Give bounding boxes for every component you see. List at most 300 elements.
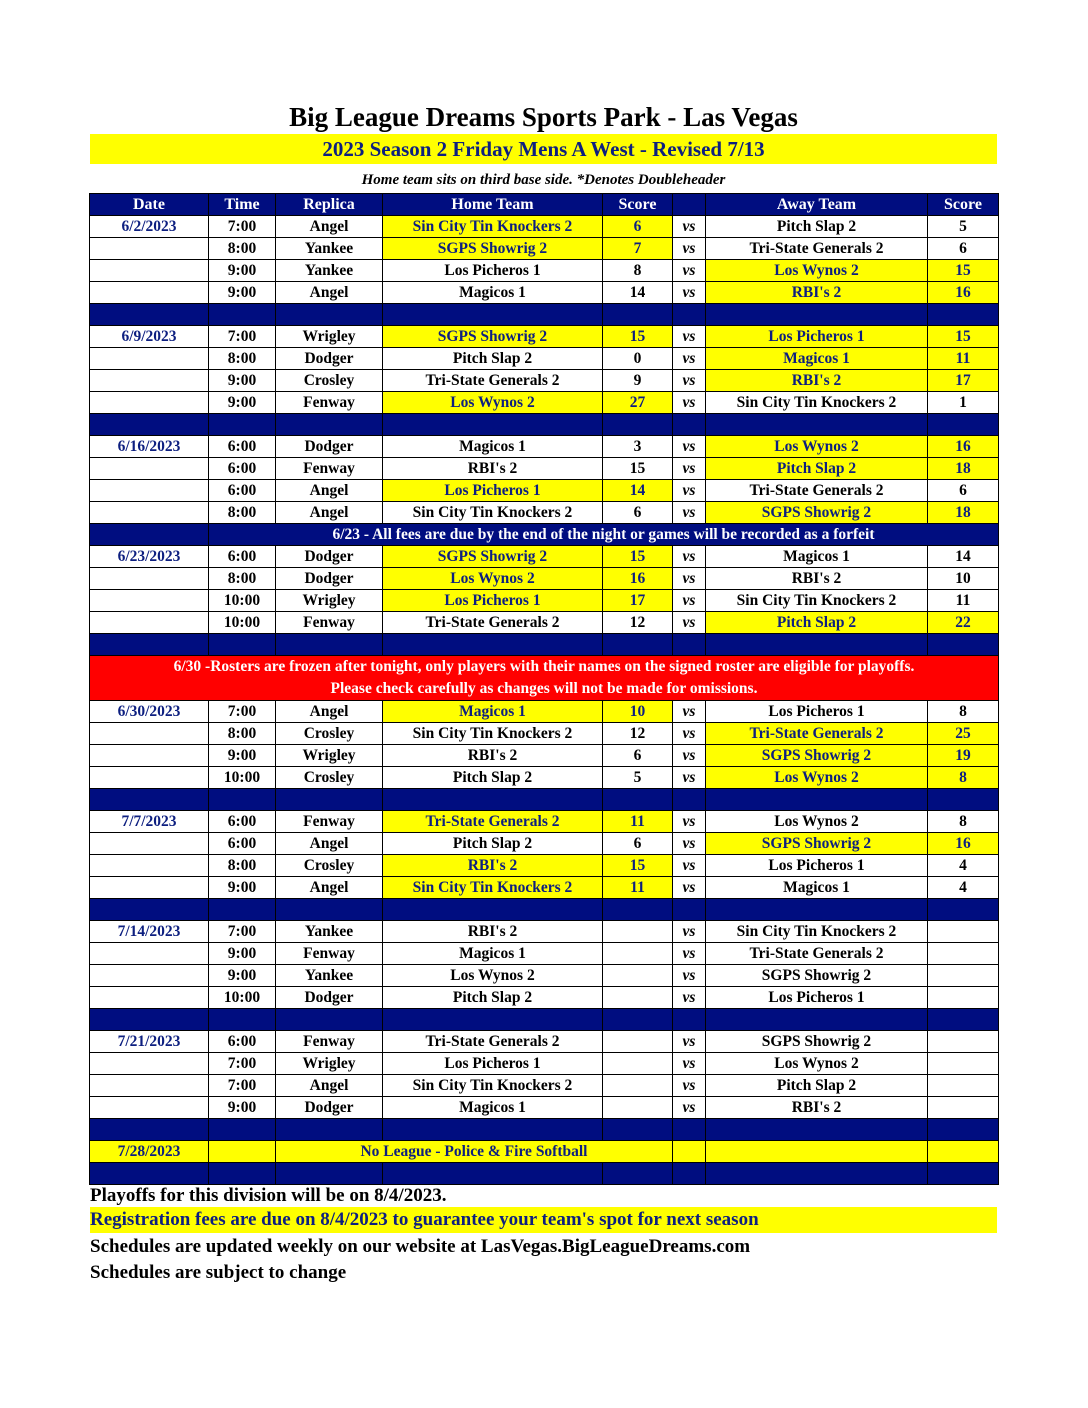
- separator-cell: [383, 634, 603, 656]
- vs-cell: vs: [673, 1031, 706, 1053]
- home-score-cell: [603, 987, 673, 1009]
- time-cell: 6:00: [209, 546, 276, 568]
- season-subtitle: 2023 Season 2 Friday Mens A West - Revised 7/13: [90, 134, 997, 164]
- separator-cell: [276, 1009, 383, 1031]
- separator-cell: [706, 1009, 928, 1031]
- field-cell: Angel: [276, 877, 383, 899]
- separator-cell: [603, 789, 673, 811]
- game-row: [90, 282, 999, 304]
- vs-cell: vs: [673, 502, 706, 524]
- separator-cell: [90, 304, 209, 326]
- home-team-cell: RBI's 2: [383, 458, 603, 480]
- away-team-cell: Sin City Tin Knockers 2: [706, 392, 928, 414]
- field-cell: Dodger: [276, 546, 383, 568]
- away-team-cell: [706, 1141, 928, 1163]
- game-row: [90, 767, 999, 789]
- time-cell: 8:00: [209, 502, 276, 524]
- field-cell: Angel: [276, 701, 383, 723]
- home-team-cell: Tri-State Generals 2: [383, 1031, 603, 1053]
- vs-cell: vs: [673, 260, 706, 282]
- home-score-cell: 15: [603, 326, 673, 348]
- separator-row: [90, 899, 999, 921]
- separator-cell: [383, 304, 603, 326]
- separator-cell: [706, 634, 928, 656]
- home-score-cell: [603, 1075, 673, 1097]
- away-score-cell: 16: [928, 282, 999, 304]
- time-cell: 9:00: [209, 260, 276, 282]
- separator-cell: [276, 789, 383, 811]
- home-team-cell: Pitch Slap 2: [383, 767, 603, 789]
- separator-cell: [90, 789, 209, 811]
- away-team-cell: Los Wynos 2: [706, 436, 928, 458]
- game-row: [90, 1053, 999, 1075]
- date-cell: 7/14/2023: [90, 921, 209, 943]
- separator-cell: [928, 1163, 999, 1185]
- time-cell: 9:00: [209, 877, 276, 899]
- vs-cell: vs: [673, 612, 706, 634]
- home-team-cell: Tri-State Generals 2: [383, 370, 603, 392]
- field-cell: Angel: [276, 216, 383, 238]
- game-row: [90, 238, 999, 260]
- time-cell: 9:00: [209, 1097, 276, 1119]
- home-score-cell: 9: [603, 370, 673, 392]
- away-team-cell: Pitch Slap 2: [706, 612, 928, 634]
- game-row: [90, 1031, 999, 1053]
- home-team-cell: Magicos 1: [383, 943, 603, 965]
- away-score-cell: 5: [928, 216, 999, 238]
- away-score-cell: 10: [928, 568, 999, 590]
- away-score-cell: 14: [928, 546, 999, 568]
- schedule-table: [89, 193, 999, 1185]
- field-cell: Dodger: [276, 568, 383, 590]
- away-team-cell: Los Wynos 2: [706, 767, 928, 789]
- separator-cell: [673, 789, 706, 811]
- time-cell: 7:00: [209, 921, 276, 943]
- away-score-cell: 8: [928, 767, 999, 789]
- game-row: [90, 965, 999, 987]
- vs-cell: vs: [673, 723, 706, 745]
- separator-cell: [706, 304, 928, 326]
- separator-cell: [603, 1163, 673, 1185]
- away-score-cell: [928, 1053, 999, 1075]
- away-team-cell: Pitch Slap 2: [706, 458, 928, 480]
- date-cell: [90, 1053, 209, 1075]
- separator-cell: [603, 1009, 673, 1031]
- home-team-cell: Pitch Slap 2: [383, 833, 603, 855]
- field-cell: Yankee: [276, 260, 383, 282]
- away-score-cell: 1: [928, 392, 999, 414]
- away-team-cell: Sin City Tin Knockers 2: [706, 921, 928, 943]
- separator-cell: [928, 414, 999, 436]
- separator-cell: [928, 1119, 999, 1141]
- separator-row: [90, 1163, 999, 1185]
- home-score-cell: 11: [603, 811, 673, 833]
- vs-cell: vs: [673, 921, 706, 943]
- game-row: [90, 987, 999, 1009]
- time-cell: 6:00: [209, 1031, 276, 1053]
- away-team-cell: RBI's 2: [706, 370, 928, 392]
- game-row: [90, 546, 999, 568]
- vs-cell: vs: [673, 943, 706, 965]
- separator-cell: [928, 634, 999, 656]
- away-team-cell: Tri-State Generals 2: [706, 723, 928, 745]
- separator-cell: [90, 1163, 209, 1185]
- home-score-cell: [603, 1031, 673, 1053]
- date-cell: [90, 855, 209, 877]
- home-team-cell: Sin City Tin Knockers 2: [383, 723, 603, 745]
- date-cell: [90, 1097, 209, 1119]
- field-cell: Wrigley: [276, 326, 383, 348]
- game-row: [90, 370, 999, 392]
- field-cell: Fenway: [276, 458, 383, 480]
- field-cell: Fenway: [276, 1031, 383, 1053]
- away-score-cell: [928, 1141, 999, 1163]
- game-row: [90, 855, 999, 877]
- home-score-cell: 6: [603, 502, 673, 524]
- date-cell: [90, 370, 209, 392]
- col-header-replica: Replica: [276, 194, 383, 216]
- time-cell: 9:00: [209, 370, 276, 392]
- away-score-cell: 11: [928, 590, 999, 612]
- schedule-note: Home team sits on third base side. *Denotes Doubleheader: [361, 172, 726, 188]
- field-cell: Angel: [276, 282, 383, 304]
- game-row: [90, 502, 999, 524]
- separator-row: [90, 634, 999, 656]
- home-score-cell: 16: [603, 568, 673, 590]
- home-team-cell: Pitch Slap 2: [383, 987, 603, 1009]
- date-cell: 7/7/2023: [90, 811, 209, 833]
- field-cell: Yankee: [276, 921, 383, 943]
- home-score-cell: 15: [603, 855, 673, 877]
- date-cell: [90, 480, 209, 502]
- home-team-cell: Los Picheros 1: [383, 1053, 603, 1075]
- schedule-body: [90, 216, 999, 1185]
- home-score-cell: 12: [603, 723, 673, 745]
- time-cell: [209, 1141, 276, 1163]
- away-team-cell: Los Wynos 2: [706, 260, 928, 282]
- separator-cell: [706, 1163, 928, 1185]
- away-score-cell: 16: [928, 833, 999, 855]
- date-cell: 6/23/2023: [90, 546, 209, 568]
- away-score-cell: [928, 921, 999, 943]
- home-team-cell: Pitch Slap 2: [383, 348, 603, 370]
- game-row: [90, 568, 999, 590]
- away-team-cell: RBI's 2: [706, 568, 928, 590]
- separator-cell: [90, 524, 209, 546]
- time-cell: 8:00: [209, 238, 276, 260]
- vs-cell: vs: [673, 546, 706, 568]
- separator-row: [90, 789, 999, 811]
- away-score-cell: 22: [928, 612, 999, 634]
- home-score-cell: [603, 1097, 673, 1119]
- date-cell: 7/28/2023: [90, 1141, 209, 1163]
- game-row: [90, 612, 999, 634]
- game-row: [90, 590, 999, 612]
- game-row: [90, 701, 999, 723]
- vs-cell: vs: [673, 987, 706, 1009]
- date-cell: 6/16/2023: [90, 436, 209, 458]
- playoffs-note: Playoffs for this division will be on 8/4/2023.: [90, 1185, 447, 1206]
- separator-cell: [383, 789, 603, 811]
- time-cell: 7:00: [209, 1053, 276, 1075]
- vs-cell: vs: [673, 282, 706, 304]
- home-score-cell: 15: [603, 458, 673, 480]
- vs-cell: vs: [673, 811, 706, 833]
- game-row: [90, 723, 999, 745]
- away-team-cell: Pitch Slap 2: [706, 1075, 928, 1097]
- home-score-cell: 11: [603, 877, 673, 899]
- separator-cell: [603, 634, 673, 656]
- field-cell: Wrigley: [276, 1053, 383, 1075]
- home-score-cell: 17: [603, 590, 673, 612]
- away-team-cell: Pitch Slap 2: [706, 216, 928, 238]
- home-team-cell: Los Wynos 2: [383, 568, 603, 590]
- separator-cell: [276, 899, 383, 921]
- col-header-away-team: Away Team: [706, 194, 928, 216]
- time-cell: 8:00: [209, 348, 276, 370]
- date-cell: [90, 745, 209, 767]
- away-team-cell: Los Wynos 2: [706, 1053, 928, 1075]
- home-score-cell: [603, 943, 673, 965]
- home-score-cell: 7: [603, 238, 673, 260]
- time-cell: 10:00: [209, 767, 276, 789]
- away-score-cell: 16: [928, 436, 999, 458]
- time-cell: 9:00: [209, 943, 276, 965]
- field-cell: Fenway: [276, 811, 383, 833]
- home-team-cell: RBI's 2: [383, 855, 603, 877]
- vs-cell: vs: [673, 767, 706, 789]
- home-score-cell: [603, 965, 673, 987]
- separator-cell: [209, 414, 276, 436]
- date-cell: [90, 238, 209, 260]
- away-score-cell: [928, 987, 999, 1009]
- date-cell: 6/30/2023: [90, 701, 209, 723]
- home-score-cell: 12: [603, 612, 673, 634]
- separator-cell: [603, 414, 673, 436]
- home-team-cell: Magicos 1: [383, 1097, 603, 1119]
- field-cell: Angel: [276, 1075, 383, 1097]
- home-team-cell: Los Wynos 2: [383, 965, 603, 987]
- separator-cell: [928, 899, 999, 921]
- away-team-cell: Sin City Tin Knockers 2: [706, 590, 928, 612]
- vs-cell: vs: [673, 370, 706, 392]
- separator-cell: [276, 634, 383, 656]
- separator-cell: [673, 634, 706, 656]
- home-score-cell: 15: [603, 546, 673, 568]
- home-team-cell: Los Wynos 2: [383, 392, 603, 414]
- col-header-home-team: Home Team: [383, 194, 603, 216]
- away-score-cell: 8: [928, 701, 999, 723]
- away-team-cell: RBI's 2: [706, 1097, 928, 1119]
- separator-cell: [276, 304, 383, 326]
- field-cell: Angel: [276, 502, 383, 524]
- game-row: [90, 1097, 999, 1119]
- separator-cell: [276, 1163, 383, 1185]
- home-team-cell: SGPS Showrig 2: [383, 546, 603, 568]
- home-team-cell: RBI's 2: [383, 745, 603, 767]
- date-cell: [90, 723, 209, 745]
- time-cell: 9:00: [209, 965, 276, 987]
- vs-cell: vs: [673, 877, 706, 899]
- date-cell: [90, 877, 209, 899]
- date-cell: [90, 943, 209, 965]
- date-cell: [90, 1075, 209, 1097]
- date-cell: 6/9/2023: [90, 326, 209, 348]
- away-score-cell: 18: [928, 458, 999, 480]
- away-score-cell: 6: [928, 480, 999, 502]
- home-score-cell: [603, 921, 673, 943]
- field-cell: Fenway: [276, 943, 383, 965]
- home-score-cell: 10: [603, 701, 673, 723]
- separator-row: [90, 304, 999, 326]
- time-cell: 7:00: [209, 216, 276, 238]
- field-cell: Dodger: [276, 348, 383, 370]
- separator-cell: [276, 414, 383, 436]
- time-cell: 9:00: [209, 282, 276, 304]
- separator-cell: [928, 789, 999, 811]
- vs-cell: vs: [673, 701, 706, 723]
- away-score-cell: 4: [928, 877, 999, 899]
- vs-cell: vs: [673, 326, 706, 348]
- vs-cell: vs: [673, 436, 706, 458]
- col-header-home-score: Score: [603, 194, 673, 216]
- date-cell: [90, 568, 209, 590]
- away-team-cell: Magicos 1: [706, 877, 928, 899]
- col-header-vs: [673, 194, 706, 216]
- home-team-cell: Los Picheros 1: [383, 480, 603, 502]
- vs-cell: vs: [673, 1075, 706, 1097]
- home-team-cell: Magicos 1: [383, 701, 603, 723]
- separator-cell: [90, 1119, 209, 1141]
- home-team-cell: Sin City Tin Knockers 2: [383, 1075, 603, 1097]
- no-league-row: [90, 1141, 999, 1163]
- home-score-cell: 6: [603, 833, 673, 855]
- date-cell: [90, 612, 209, 634]
- home-team-cell: SGPS Showrig 2: [383, 238, 603, 260]
- time-cell: 6:00: [209, 458, 276, 480]
- away-team-cell: Los Picheros 1: [706, 987, 928, 1009]
- time-cell: 10:00: [209, 612, 276, 634]
- separator-cell: [928, 304, 999, 326]
- vs-cell: vs: [673, 568, 706, 590]
- home-team-cell: RBI's 2: [383, 921, 603, 943]
- table-header-row: [90, 194, 999, 216]
- game-row: [90, 458, 999, 480]
- time-cell: 7:00: [209, 326, 276, 348]
- field-cell: Angel: [276, 480, 383, 502]
- notice-row: [90, 524, 999, 546]
- vs-cell: vs: [673, 480, 706, 502]
- away-team-cell: Magicos 1: [706, 546, 928, 568]
- game-row: [90, 216, 999, 238]
- away-score-cell: 15: [928, 260, 999, 282]
- vs-cell: vs: [673, 833, 706, 855]
- vs-cell: vs: [673, 392, 706, 414]
- separator-cell: [383, 1119, 603, 1141]
- vs-cell: vs: [673, 216, 706, 238]
- separator-cell: [603, 304, 673, 326]
- game-row: [90, 877, 999, 899]
- separator-cell: [209, 1163, 276, 1185]
- time-cell: 8:00: [209, 568, 276, 590]
- separator-cell: [276, 1119, 383, 1141]
- away-team-cell: Tri-State Generals 2: [706, 943, 928, 965]
- away-score-cell: 8: [928, 811, 999, 833]
- separator-cell: [706, 899, 928, 921]
- field-cell: Fenway: [276, 392, 383, 414]
- website-note: Schedules are updated weekly on our website at LasVegas.BigLeagueDreams.com: [90, 1236, 751, 1257]
- away-team-cell: Los Picheros 1: [706, 326, 928, 348]
- separator-cell: [673, 1119, 706, 1141]
- separator-cell: [673, 414, 706, 436]
- home-score-cell: 6: [603, 745, 673, 767]
- away-score-cell: [928, 1097, 999, 1119]
- change-note: Schedules are subject to change: [90, 1262, 347, 1283]
- vs-cell: vs: [673, 348, 706, 370]
- field-cell: Crosley: [276, 723, 383, 745]
- date-cell: [90, 590, 209, 612]
- separator-cell: [383, 1163, 603, 1185]
- date-cell: 7/21/2023: [90, 1031, 209, 1053]
- game-row: [90, 833, 999, 855]
- col-header-time: Time: [209, 194, 276, 216]
- away-score-cell: 25: [928, 723, 999, 745]
- away-team-cell: SGPS Showrig 2: [706, 833, 928, 855]
- game-row: [90, 348, 999, 370]
- away-score-cell: 4: [928, 855, 999, 877]
- home-score-cell: 6: [603, 216, 673, 238]
- home-score-cell: 3: [603, 436, 673, 458]
- separator-cell: [603, 1119, 673, 1141]
- separator-cell: [209, 1009, 276, 1031]
- game-row: [90, 392, 999, 414]
- time-cell: 6:00: [209, 811, 276, 833]
- vs-cell: [673, 1141, 706, 1163]
- notice-text: 6/23 - All fees are due by the end of the night or games will be recorded as a forfeit: [209, 524, 999, 546]
- roster-notice-line-2: Please check carefully as changes will not be made for omissions.: [330, 680, 758, 697]
- home-team-cell: SGPS Showrig 2: [383, 326, 603, 348]
- game-row: [90, 436, 999, 458]
- home-team-cell: Sin City Tin Knockers 2: [383, 216, 603, 238]
- roster-notice-row: [90, 656, 999, 701]
- date-cell: [90, 392, 209, 414]
- separator-cell: [209, 899, 276, 921]
- vs-cell: vs: [673, 965, 706, 987]
- separator-cell: [706, 1119, 928, 1141]
- away-score-cell: 19: [928, 745, 999, 767]
- away-team-cell: SGPS Showrig 2: [706, 965, 928, 987]
- vs-cell: vs: [673, 1053, 706, 1075]
- separator-row: [90, 414, 999, 436]
- date-cell: [90, 833, 209, 855]
- field-cell: Crosley: [276, 767, 383, 789]
- field-cell: Fenway: [276, 612, 383, 634]
- vs-cell: vs: [673, 458, 706, 480]
- away-team-cell: SGPS Showrig 2: [706, 502, 928, 524]
- date-cell: [90, 767, 209, 789]
- separator-cell: [209, 304, 276, 326]
- vs-cell: vs: [673, 745, 706, 767]
- separator-cell: [706, 789, 928, 811]
- date-cell: [90, 458, 209, 480]
- separator-cell: [673, 899, 706, 921]
- away-score-cell: 6: [928, 238, 999, 260]
- game-row: [90, 260, 999, 282]
- home-score-cell: 27: [603, 392, 673, 414]
- home-team-cell: Tri-State Generals 2: [383, 811, 603, 833]
- separator-row: [90, 1009, 999, 1031]
- home-team-cell: Magicos 1: [383, 282, 603, 304]
